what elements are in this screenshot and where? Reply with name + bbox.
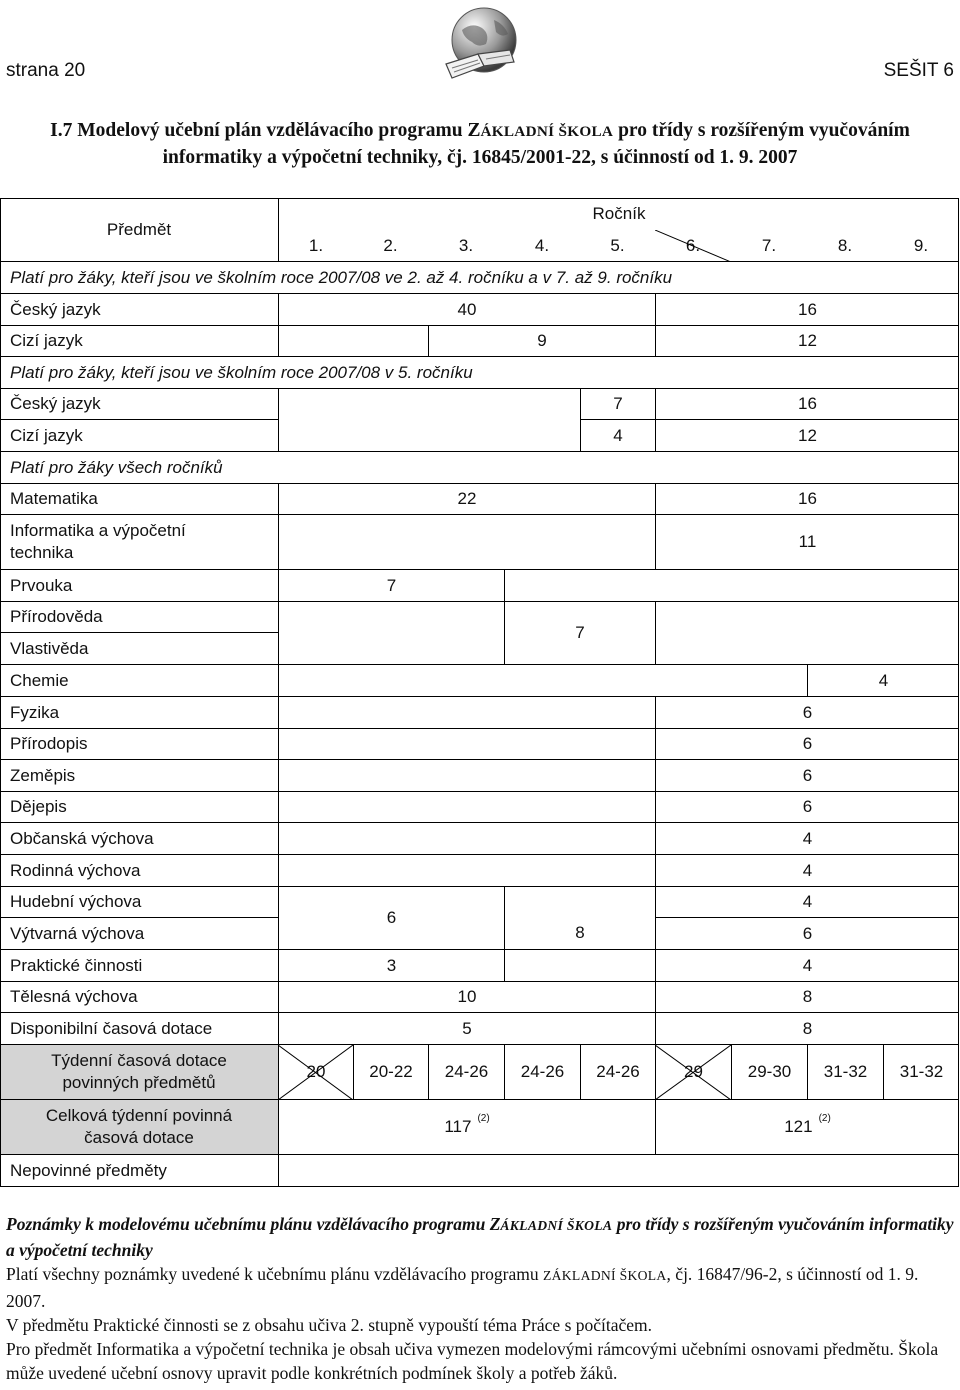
notes-paragraph-3: Pro předmět Informatika a výpočetní technika je obsah učiva vymezen modelovými rámcovými učebními osnovami předmětu. Škola může uvedené učební osnovy upravit podle konkrétních podmínek školy a potřeb žáků. bbox=[6, 1339, 939, 1384]
row-label-vlastiveda: Vlastivěda bbox=[0, 633, 278, 665]
prvouka-empty bbox=[504, 570, 959, 602]
hudebni-value: 4 bbox=[655, 887, 959, 918]
note-years-b: Platí pro žáky, kteří jsou ve školním roce 2007/08 v 5. ročníku bbox=[0, 357, 959, 389]
cesky-b-second-stage: 16 bbox=[655, 389, 959, 420]
row-label-chemie: Chemie bbox=[0, 665, 278, 697]
grade-4: 4. bbox=[504, 230, 580, 262]
tydenni-grade-1: 20 bbox=[278, 1045, 353, 1100]
prirodoveda-vlastiveda-value: 7 bbox=[504, 602, 655, 665]
nepovinne-empty bbox=[278, 1155, 959, 1187]
row-label-cizi-b: Cizí jazyk bbox=[0, 420, 278, 452]
zemepis-value: 6 bbox=[655, 760, 959, 792]
cesky-cizi-b-empty bbox=[278, 389, 580, 452]
row-label-obcanska: Občanská výchova bbox=[0, 823, 278, 855]
fyzika-empty bbox=[278, 697, 655, 729]
grade-6-strike bbox=[655, 230, 731, 262]
celkova-first-footnote: (2) bbox=[477, 1113, 490, 1124]
fyzika-value: 6 bbox=[655, 697, 959, 729]
row-label-fyzika: Fyzika bbox=[0, 697, 278, 729]
prakticke-first: 3 bbox=[278, 950, 504, 982]
row-label-rodinna: Rodinná výchova bbox=[0, 855, 278, 887]
informatika-first-stage-empty bbox=[278, 515, 655, 570]
tydenni-grade-2: 20-22 bbox=[353, 1045, 428, 1100]
cesky-a-second-stage: 16 bbox=[655, 294, 959, 326]
row-label-informatika: Informatika a výpočetní technika bbox=[0, 515, 278, 570]
grade-6: 6. bbox=[655, 230, 731, 262]
notes-title-text: Poznámky k modelovému učebnímu plánu vzdělávacího programu Z bbox=[6, 1214, 501, 1234]
row-label-nepovinne: Nepovinné předměty bbox=[10, 1161, 167, 1180]
note-years-a: Platí pro žáky, kteří jsou ve školním roce 2007/08 ve 2. až 4. ročníku a v 7. až 9. ročníku bbox=[0, 262, 959, 294]
notes-paragraph-2: V předmětu Praktické činnosti se z obsahu učiva 2. stupně vypouští téma Práce s počítačem. bbox=[6, 1314, 653, 1335]
rodinna-value: 4 bbox=[655, 855, 959, 887]
prakticke-second: 4 bbox=[655, 950, 959, 982]
notes-paragraph-1 bbox=[6, 1262, 954, 1312]
note-all-years: Platí pro žáky všech ročníků bbox=[0, 452, 959, 484]
title-text-end: pro třídy s rozšířeným vyučováním bbox=[613, 120, 910, 141]
grade-7: 7. bbox=[731, 230, 807, 262]
celkova-second-stage bbox=[655, 1100, 959, 1155]
telesna-second-stage: 8 bbox=[655, 982, 959, 1013]
celkova-second-footnote: (2) bbox=[818, 1113, 831, 1124]
issue-label: SEŠIT 6 bbox=[883, 60, 954, 81]
title-text: I.7 Modelový učební plán vzdělávacího programu Z bbox=[50, 120, 481, 141]
prirodopis-value: 6 bbox=[655, 729, 959, 760]
row-label-matematika: Matematika bbox=[0, 484, 278, 515]
celkova-first-value: 117 bbox=[444, 1117, 472, 1136]
hv-vv-grades-1-3: 6 bbox=[278, 887, 504, 950]
row-label-cesky-b: Český jazyk bbox=[0, 389, 278, 420]
title-line-2: informatiky a výpočetní techniky, čj. 16845/2001-22, s účinností od 1. 9. 2007 bbox=[162, 147, 798, 168]
disponibilni-second-stage: 8 bbox=[655, 1013, 959, 1045]
grade-3: 3. bbox=[428, 230, 504, 262]
globe-book-icon bbox=[438, 4, 526, 84]
notes-title bbox=[6, 1212, 954, 1262]
tydenni-grade-6: 29 bbox=[655, 1045, 731, 1100]
cizi-a-first-stage: 9 bbox=[428, 326, 655, 357]
notes-p1-smallcaps: ZÁKLADNÍ ŠKOLA bbox=[543, 1268, 667, 1284]
tydenni-grade-5: 24-26 bbox=[580, 1045, 655, 1100]
row-label-prvouka: Prvouka bbox=[0, 570, 278, 602]
zemepis-empty bbox=[278, 760, 655, 792]
prvouka-value: 7 bbox=[278, 570, 504, 602]
row-label-cesky-a: Český jazyk bbox=[0, 294, 278, 326]
row-label-cizi-a: Cizí jazyk bbox=[0, 326, 278, 357]
informatika-second-stage: 11 bbox=[655, 515, 959, 570]
row-label-telesna: Tělesná výchova bbox=[0, 982, 278, 1013]
cizi-a-gap bbox=[353, 326, 428, 357]
prirodoveda-vlastiveda-second-empty bbox=[655, 602, 959, 665]
row-label-celkova: Celková týdenní povinná časová dotace bbox=[0, 1100, 278, 1155]
grade-2: 2. bbox=[353, 230, 428, 262]
disponibilni-first-stage: 5 bbox=[278, 1013, 655, 1045]
rodinna-empty bbox=[278, 855, 655, 887]
notes-p1-text: Platí všechny poznámky uvedené k učebnímu plánu vzdělávacího programu bbox=[6, 1264, 543, 1285]
tydenni-grade-4: 24-26 bbox=[504, 1045, 580, 1100]
notes-p1-end: , čj. 16847/96-2, s účinností od 1. 9. 2007. bbox=[6, 1264, 919, 1311]
matematika-second-stage: 16 bbox=[655, 484, 959, 515]
dejepis-value: 6 bbox=[655, 792, 959, 823]
tydenni-grade-1-cross bbox=[278, 1045, 353, 1100]
tydenni-grade-8: 31-32 bbox=[807, 1045, 883, 1100]
row-label-vytvarna: Výtvarná výchova bbox=[0, 918, 278, 950]
notes-title-smallcaps: ÁKLADNÍ ŠKOLA bbox=[500, 1218, 613, 1233]
document-title bbox=[0, 118, 960, 171]
tydenni-grade-9: 31-32 bbox=[883, 1045, 959, 1100]
grade-9: 9. bbox=[883, 230, 959, 262]
grade-1: 1. bbox=[278, 230, 353, 262]
vytvarna-value: 6 bbox=[655, 918, 959, 950]
prakticke-empty bbox=[504, 950, 655, 982]
year-header: Ročník bbox=[278, 198, 959, 230]
tydenni-grade-3: 24-26 bbox=[428, 1045, 504, 1100]
hv-vv-grades-4-5: 8 bbox=[504, 887, 655, 950]
cizi-b-grade-5: 4 bbox=[580, 420, 655, 452]
obcanska-value: 4 bbox=[655, 823, 959, 855]
grade-5: 5. bbox=[580, 230, 655, 262]
telesna-first-stage: 10 bbox=[278, 982, 655, 1013]
row-label-tydenni: Týdenní časová dotace povinných předmětů bbox=[0, 1045, 278, 1100]
celkova-first-stage bbox=[278, 1100, 655, 1155]
cizi-b-second-stage: 12 bbox=[655, 420, 959, 452]
matematika-first-stage: 22 bbox=[278, 484, 655, 515]
obcanska-empty bbox=[278, 823, 655, 855]
row-label-prirodopis: Přírodopis bbox=[0, 729, 278, 760]
notes-title-end: pro třídy s rozšířeným vyučováním informatiky a výpočetní techniky bbox=[6, 1214, 954, 1261]
row-label-disponibilni: Disponibilní časová dotace bbox=[0, 1013, 278, 1045]
row-label-hudebni: Hudební výchova bbox=[0, 887, 278, 918]
row-label-dejepis: Dějepis bbox=[0, 792, 278, 823]
chemie-empty bbox=[278, 665, 807, 697]
celkova-second-value: 121 bbox=[784, 1117, 813, 1136]
tydenni-grade-7: 29-30 bbox=[731, 1045, 807, 1100]
dejepis-empty bbox=[278, 792, 655, 823]
notes-section bbox=[6, 1212, 954, 1385]
tydenni-grade-6-cross bbox=[655, 1045, 731, 1100]
cesky-a-first-stage: 40 bbox=[278, 294, 655, 326]
prirodopis-empty bbox=[278, 729, 655, 760]
prirodoveda-vlastiveda-empty bbox=[278, 602, 504, 665]
row-label-prakticke: Praktické činnosti bbox=[0, 950, 278, 982]
subject-header: Předmět bbox=[0, 198, 278, 262]
row-label-zemepis: Zeměpis bbox=[0, 760, 278, 792]
chemie-value: 4 bbox=[807, 665, 959, 697]
cizi-a-empty bbox=[278, 326, 353, 357]
cesky-b-grade-5: 7 bbox=[580, 389, 655, 420]
page-number: strana 20 bbox=[6, 60, 86, 81]
title-smallcaps: ÁKLADNÍ ŠKOLA bbox=[480, 123, 614, 140]
row-label-prirodoveda: Přírodověda bbox=[0, 602, 278, 633]
grade-8: 8. bbox=[807, 230, 883, 262]
cizi-a-second-stage: 12 bbox=[655, 326, 959, 357]
